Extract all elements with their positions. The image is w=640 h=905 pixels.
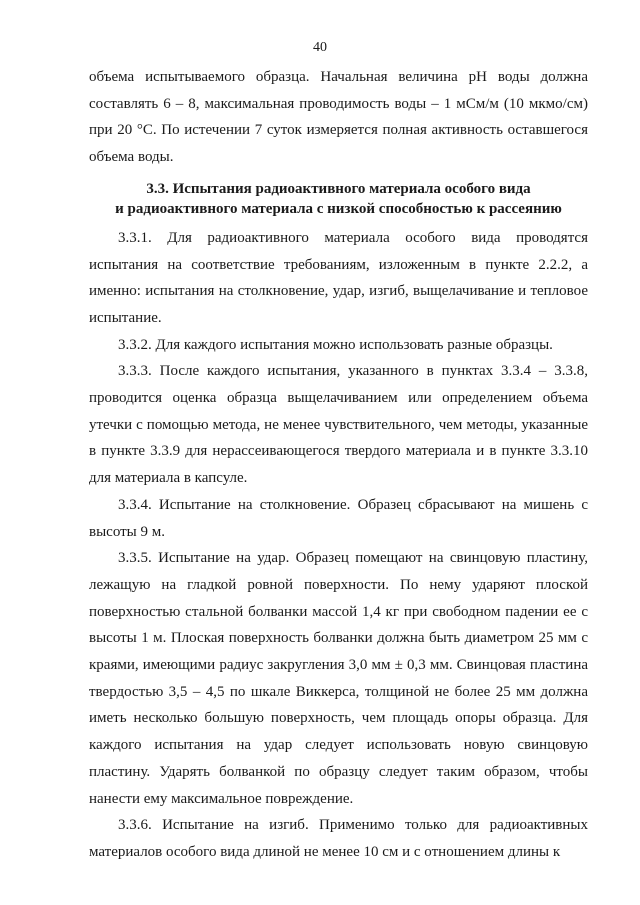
paragraph-3-3-5: 3.3.5. Испытание на удар. Образец помещают на свинцовую пластину, лежащую на гладкой ровной поверхности. По нему ударяют плоской поверхностью стальной болванки массой 1,4 кг при свободном падении ее с высоты 1 м. Плоская поверхность болванки должна быть диаметром 25 мм с краями, имеющими радиус закругления 3,0 мм ± 0,3 мм. Свинцовая пластина твердостью 3,5 – 4,5 по шкале Виккерса, толщиной не более 25 мм должна иметь несколько большую поверхность, чем площадь опоры образца. Для каждого испытания на удар следует использовать новую свинцовую пластину. Ударять болванкой по образцу следует таким образом, чтобы нанести ему максимальное повреждение. xyxy=(89,550,588,807)
paragraph-3-3-1: 3.3.1. Для радиоактивного материала особого вида проводятся испытания на соответствие требованиям, изложенным в пункте 2.2.2, а именно: испытания на столкновение, удар, изгиб, выщелачивание и тепловое испытание. xyxy=(89,229,588,326)
paragraph-3-3-3: 3.3.3. После каждого испытания, указанного в пунктах 3.3.4 – 3.3.8, проводится оценка образца выщелачиванием или определением объема утечки с помощью метода, не менее чувствительного, чем методы, указанные в пункте 3.3.9 для нерассеивающегося твердого материала и в пункте 3.3.10 для материала в капсуле. xyxy=(89,363,588,487)
section-heading xyxy=(89,179,588,219)
paragraph-3-3-6: 3.3.6. Испытание на изгиб. Применимо только для радиоактивных материалов особого вида длиной не менее 10 см и с отношением длины к xyxy=(89,817,588,860)
paragraph-3-3-2: 3.3.2. Для каждого испытания можно использовать разные образцы. xyxy=(118,336,553,353)
paragraph-3-3-4: 3.3.4. Испытание на столкновение. Образец сбрасывают на мишень с высоты 9 м. xyxy=(89,496,588,540)
section-heading-line-2: и радиоактивного материала с низкой способностью к рассеянию xyxy=(115,200,562,217)
section-heading-line-1: 3.3. Испытания радиоактивного материала особого вида xyxy=(146,180,531,197)
page-number: 40 xyxy=(313,40,327,55)
document-body xyxy=(89,64,588,866)
paragraph-continuation: объема испытываемого образца. Начальная величина pH воды должна составлять 6 – 8, максимальная проводимость воды – 1 мСм/м (10 мкмо/см) при 20 °С. По истечении 7 суток измеряется полная активность оставшегося объема воды. xyxy=(89,69,588,166)
